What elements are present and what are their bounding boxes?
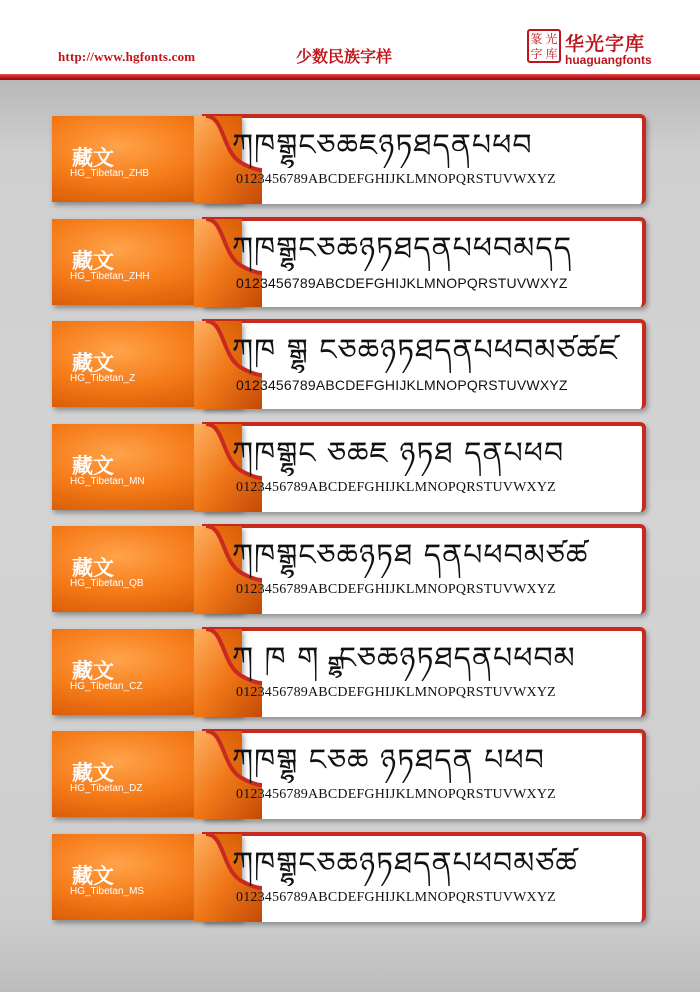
tibetan-sample-text: ཀཁགྒྷ ངཅཆ ཉཏཐདན པཕབ — [232, 743, 545, 778]
script-name: 藏文 — [72, 351, 114, 375]
seal-char: 光 — [545, 31, 558, 46]
font-card — [52, 832, 646, 924]
tibetan-sample-text: ཀཁགྒྷངཅཆཇཉཏཐདནཔཕབ — [232, 128, 533, 163]
font-card — [52, 422, 646, 514]
brand-name-chinese: 华光字库 — [565, 33, 646, 55]
tibetan-sample-text: ཀཁགྒྷངཅཆཉཏཐ དནཔཕབམཙཚ — [232, 538, 589, 573]
font-card — [52, 217, 646, 309]
tibetan-sample-text: ཀཁགྒྷང ཅཆཇ ཉཏཐ དནཔཕབ — [232, 435, 565, 471]
alphanumeric-sample: 0123456789ABCDEFGHIJKLMNOPQRSTUVWXYZ — [236, 889, 556, 905]
script-name: 藏文 — [72, 248, 114, 273]
font-name: HG_Tibetan_DZ — [70, 783, 143, 794]
script-name: 藏文 — [72, 556, 114, 580]
font-name: HG_Tibetan_Z — [70, 373, 136, 384]
seal-char: 库 — [545, 46, 558, 61]
alphanumeric-sample: 0123456789ABCDEFGHIJKLMNOPQRSTUVWXYZ — [236, 172, 556, 187]
tibetan-sample-text: ཀཁགྒྷངཅཆཉཏཐདནཔཕབམཙཚ — [232, 845, 578, 881]
seal-logo — [527, 29, 561, 63]
font-card — [52, 114, 646, 206]
font-card — [52, 729, 646, 821]
script-name: 藏文 — [72, 146, 114, 170]
seal-char: 篆 — [530, 31, 543, 46]
font-sample-panel — [0, 80, 700, 992]
font-name: HG_Tibetan_ZHH — [70, 270, 150, 282]
font-name: HG_Tibetan_MS — [70, 885, 145, 897]
font-name: HG_Tibetan_CZ — [70, 680, 143, 692]
alphanumeric-sample: 0123456789ABCDEFGHIJKLMNOPQRSTUVWXYZ — [236, 582, 556, 597]
font-name: HG_Tibetan_ZHB — [70, 168, 150, 179]
font-card — [52, 319, 646, 411]
script-name: 藏文 — [72, 863, 114, 888]
alphanumeric-sample: 0123456789ABCDEFGHIJKLMNOPQRSTUVWXYZ — [236, 787, 556, 802]
seal-char: 字 — [530, 46, 543, 61]
font-card — [52, 524, 646, 616]
alphanumeric-sample: 0123456789ABCDEFGHIJKLMNOPQRSTUVWXYZ — [236, 684, 556, 700]
script-name: 藏文 — [72, 453, 114, 478]
page-title: 少数民族字样 — [296, 47, 393, 66]
tibetan-sample-text: ཀ ཁ ག ྒྷ ངཅཆཉཏཐདནཔཕབམ — [232, 640, 576, 676]
alphanumeric-sample: 0123456789ABCDEFGHIJKLMNOPQRSTUVWXYZ — [236, 274, 568, 291]
tibetan-sample-text: ཀཁགྒྷངཅཆཉཏཐདནཔཕབམདད — [232, 230, 573, 266]
script-name: 藏文 — [72, 761, 114, 785]
brand-name-english: huaguangfonts — [565, 53, 652, 67]
page-header — [0, 0, 700, 78]
script-name: 藏文 — [72, 658, 114, 683]
alphanumeric-sample: 0123456789ABCDEFGHIJKLMNOPQRSTUVWXYZ — [236, 479, 556, 495]
alphanumeric-sample: 0123456789ABCDEFGHIJKLMNOPQRSTUVWXYZ — [236, 377, 568, 393]
font-name: HG_Tibetan_QB — [70, 578, 144, 589]
website-url[interactable]: http://www.hgfonts.com — [58, 49, 196, 64]
font-name: HG_Tibetan_MN — [70, 475, 145, 487]
font-card — [52, 627, 646, 719]
tibetan-sample-text: ཀཁ གྒྷ ངཅཆཉཏཐདནཔཕབམཙཚཛ — [232, 333, 619, 368]
